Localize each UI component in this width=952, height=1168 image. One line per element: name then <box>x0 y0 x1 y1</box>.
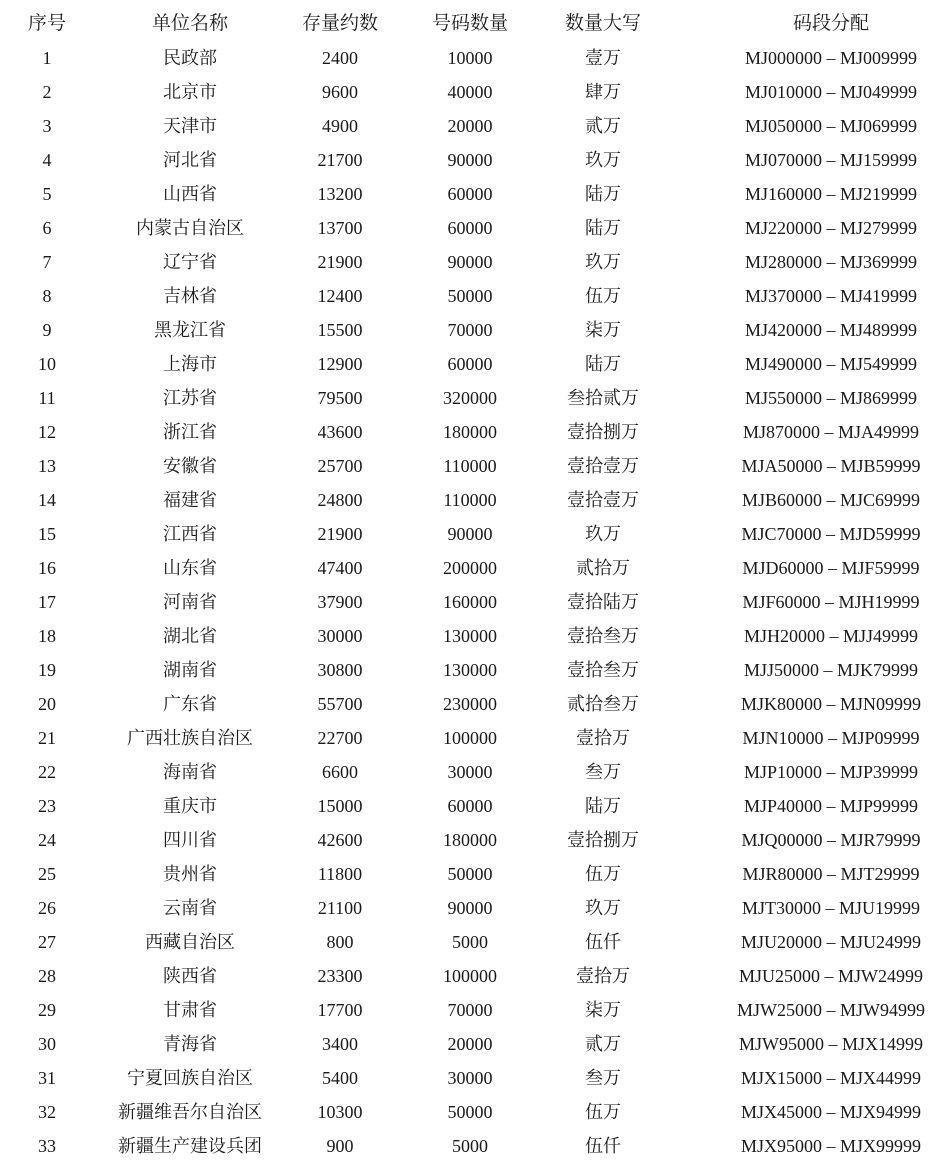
quantity-uppercase-cell: 壹拾壹万 <box>567 456 639 476</box>
stock-estimate-cell: 21700 <box>317 150 363 170</box>
code-range-cell: MJA50000 – MJB59999 <box>741 456 921 476</box>
table-row <box>0 347 952 381</box>
number-quantity-cell: 70000 <box>447 1000 493 1020</box>
index-cell: 17 <box>38 592 56 612</box>
stock-estimate-cell: 79500 <box>317 388 363 408</box>
table-row <box>0 41 952 75</box>
code-range-cell: MJ370000 – MJ419999 <box>744 286 918 306</box>
index-cell: 19 <box>38 660 56 680</box>
unit-name-cell: 广西壮族自治区 <box>127 728 253 748</box>
quantity-uppercase-cell: 叁万 <box>585 762 621 782</box>
quantity-uppercase-cell: 叁拾贰万 <box>567 388 639 408</box>
unit-name-cell: 天津市 <box>163 116 217 136</box>
unit-name-cell: 民政部 <box>163 48 217 68</box>
code-range-cell: MJR80000 – MJT29999 <box>742 864 920 884</box>
code-range-cell: MJW25000 – MJW94999 <box>737 1000 925 1020</box>
table-row <box>0 857 952 891</box>
quantity-uppercase-cell: 伍万 <box>585 286 621 306</box>
stock-estimate-cell: 37900 <box>317 592 363 612</box>
code-range-cell: MJK80000 – MJN09999 <box>740 694 922 714</box>
table-row <box>0 1061 952 1095</box>
quantity-uppercase-cell: 柒万 <box>585 1000 621 1020</box>
unit-name-cell: 陕西省 <box>163 966 217 986</box>
index-cell: 32 <box>38 1102 56 1122</box>
unit-name-cell: 黑龙江省 <box>154 320 226 340</box>
index-cell: 24 <box>38 830 56 850</box>
header-index: 序号 <box>27 13 66 34</box>
code-range-cell: MJ010000 – MJ049999 <box>744 82 918 102</box>
number-quantity-cell: 40000 <box>447 82 493 102</box>
code-range-cell: MJX15000 – MJX44999 <box>740 1068 922 1088</box>
code-range-cell: MJB60000 – MJC69999 <box>741 490 921 510</box>
table-row <box>0 517 952 551</box>
quantity-uppercase-cell: 叁万 <box>585 1068 621 1088</box>
table-row <box>0 279 952 313</box>
table-row <box>0 993 952 1027</box>
unit-name-cell: 云南省 <box>163 898 217 918</box>
table-row <box>0 143 952 177</box>
quantity-uppercase-cell: 壹拾壹万 <box>567 490 639 510</box>
code-range-cell: MJU20000 – MJU24999 <box>740 932 922 952</box>
code-range-cell: MJN10000 – MJP09999 <box>742 728 920 748</box>
stock-estimate-cell: 21900 <box>317 252 363 272</box>
code-range-cell: MJ220000 – MJ279999 <box>744 218 918 238</box>
code-range-cell: MJQ00000 – MJR79999 <box>741 830 921 850</box>
stock-estimate-cell: 30800 <box>317 660 363 680</box>
table-row <box>0 449 952 483</box>
quantity-uppercase-cell: 贰万 <box>585 116 621 136</box>
stock-estimate-cell: 43600 <box>317 422 363 442</box>
index-cell: 9 <box>42 320 52 340</box>
stock-estimate-cell: 11800 <box>317 864 363 884</box>
table-row <box>0 687 952 721</box>
unit-name-cell: 重庆市 <box>163 796 217 816</box>
stock-estimate-cell: 23300 <box>317 966 363 986</box>
table-row <box>0 891 952 925</box>
code-range-cell: MJ420000 – MJ489999 <box>744 320 918 340</box>
number-quantity-cell: 320000 <box>443 388 497 408</box>
unit-name-cell: 宁夏回族自治区 <box>127 1068 253 1088</box>
table-row <box>0 585 952 619</box>
number-quantity-cell: 30000 <box>447 1068 493 1088</box>
number-quantity-cell: 5000 <box>452 932 488 952</box>
unit-name-cell: 河南省 <box>163 592 217 612</box>
stock-estimate-cell: 42600 <box>317 830 363 850</box>
number-quantity-cell: 10000 <box>447 48 493 68</box>
code-range-cell: MJ550000 – MJ869999 <box>744 388 918 408</box>
stock-estimate-cell: 21100 <box>317 898 363 918</box>
table-row <box>0 313 952 347</box>
unit-name-cell: 广东省 <box>163 694 217 714</box>
table-row <box>0 925 952 959</box>
index-cell: 30 <box>38 1034 56 1054</box>
quantity-uppercase-cell: 陆万 <box>585 354 621 374</box>
index-cell: 1 <box>42 48 52 68</box>
number-quantity-cell: 180000 <box>443 830 497 850</box>
unit-name-cell: 新疆生产建设兵团 <box>118 1136 262 1156</box>
quantity-uppercase-cell: 陆万 <box>585 184 621 204</box>
stock-estimate-cell: 47400 <box>317 558 363 578</box>
code-range-cell: MJP40000 – MJP99999 <box>743 796 919 816</box>
table-row <box>0 109 952 143</box>
index-cell: 12 <box>38 422 56 442</box>
quantity-uppercase-cell: 玖万 <box>585 524 621 544</box>
index-cell: 13 <box>38 456 56 476</box>
quantity-uppercase-cell: 玖万 <box>585 150 621 170</box>
number-quantity-cell: 180000 <box>443 422 497 442</box>
code-range-cell: MJ160000 – MJ219999 <box>744 184 918 204</box>
unit-name-cell: 西藏自治区 <box>145 932 235 952</box>
number-quantity-cell: 100000 <box>443 728 497 748</box>
quantity-uppercase-cell: 贰万 <box>585 1034 621 1054</box>
number-quantity-cell: 5000 <box>452 1136 488 1156</box>
code-range-cell: MJD60000 – MJF59999 <box>742 558 920 578</box>
index-cell: 33 <box>38 1136 56 1156</box>
stock-estimate-cell: 5400 <box>322 1068 358 1088</box>
unit-name-cell: 湖南省 <box>163 660 217 680</box>
table-row <box>0 483 952 517</box>
quantity-uppercase-cell: 壹拾捌万 <box>567 830 639 850</box>
code-range-cell: MJC70000 – MJD59999 <box>741 524 921 544</box>
quantity-uppercase-cell: 壹拾陆万 <box>567 592 639 612</box>
stock-estimate-cell: 12400 <box>317 286 363 306</box>
quantity-uppercase-cell: 壹拾叁万 <box>567 660 639 680</box>
header-quantity-uppercase: 数量大写 <box>564 13 641 34</box>
index-cell: 8 <box>42 286 52 306</box>
stock-estimate-cell: 22700 <box>317 728 363 748</box>
table-row <box>0 1027 952 1061</box>
index-cell: 31 <box>38 1068 56 1088</box>
code-range-cell: MJX45000 – MJX94999 <box>740 1102 922 1122</box>
index-cell: 18 <box>38 626 56 646</box>
stock-estimate-cell: 4900 <box>322 116 358 136</box>
code-range-cell: MJ280000 – MJ369999 <box>744 252 918 272</box>
number-quantity-cell: 230000 <box>443 694 497 714</box>
table-row <box>0 755 952 789</box>
unit-name-cell: 河北省 <box>163 150 217 170</box>
table-row <box>0 653 952 687</box>
number-quantity-cell: 50000 <box>447 1102 493 1122</box>
header-unit-name: 单位名称 <box>151 13 228 34</box>
number-quantity-cell: 130000 <box>443 660 497 680</box>
number-quantity-cell: 60000 <box>447 218 493 238</box>
header-stock-estimate: 存量约数 <box>301 13 378 34</box>
unit-name-cell: 四川省 <box>163 830 217 850</box>
quantity-uppercase-cell: 陆万 <box>585 218 621 238</box>
table-row <box>0 823 952 857</box>
table-row <box>0 619 952 653</box>
stock-estimate-cell: 30000 <box>317 626 363 646</box>
code-range-cell: MJ490000 – MJ549999 <box>744 354 918 374</box>
stock-estimate-cell: 3400 <box>322 1034 358 1054</box>
index-cell: 22 <box>38 762 56 782</box>
stock-estimate-cell: 9600 <box>322 82 358 102</box>
table-row <box>0 177 952 211</box>
code-range-cell: MJT30000 – MJU19999 <box>741 898 920 918</box>
table-row <box>0 721 952 755</box>
unit-name-cell: 海南省 <box>163 762 217 782</box>
unit-name-cell: 安徽省 <box>163 456 217 476</box>
number-quantity-cell: 90000 <box>447 898 493 918</box>
code-range-cell: MJX95000 – MJX99999 <box>740 1136 922 1156</box>
table-body <box>0 41 952 1163</box>
index-cell: 27 <box>38 932 56 952</box>
quantity-uppercase-cell: 贰拾叁万 <box>567 694 639 714</box>
header-number-quantity: 号码数量 <box>431 13 508 34</box>
number-quantity-cell: 90000 <box>447 150 493 170</box>
code-range-cell: MJ050000 – MJ069999 <box>744 116 918 136</box>
index-cell: 23 <box>38 796 56 816</box>
stock-estimate-cell: 15500 <box>317 320 363 340</box>
unit-name-cell: 吉林省 <box>163 286 217 306</box>
quantity-uppercase-cell: 壹拾叁万 <box>567 626 639 646</box>
quantity-uppercase-cell: 伍仟 <box>585 1136 621 1156</box>
table-row <box>0 1129 952 1163</box>
number-quantity-cell: 90000 <box>447 252 493 272</box>
index-cell: 20 <box>38 694 56 714</box>
stock-estimate-cell: 2400 <box>322 48 358 68</box>
number-quantity-cell: 60000 <box>447 796 493 816</box>
number-quantity-cell: 110000 <box>443 490 497 510</box>
allocation-table <box>0 7 952 1163</box>
quantity-uppercase-cell: 伍万 <box>585 864 621 884</box>
table-row <box>0 75 952 109</box>
stock-estimate-cell: 900 <box>326 1136 354 1156</box>
index-cell: 10 <box>38 354 56 374</box>
unit-name-cell: 青海省 <box>163 1034 217 1054</box>
quantity-uppercase-cell: 肆万 <box>585 82 621 102</box>
unit-name-cell: 湖北省 <box>163 626 217 646</box>
stock-estimate-cell: 6600 <box>322 762 358 782</box>
stock-estimate-cell: 24800 <box>317 490 363 510</box>
stock-estimate-cell: 25700 <box>317 456 363 476</box>
unit-name-cell: 辽宁省 <box>163 252 217 272</box>
table-row <box>0 789 952 823</box>
table-row <box>0 551 952 585</box>
index-cell: 4 <box>42 150 52 170</box>
index-cell: 16 <box>38 558 56 578</box>
unit-name-cell: 山西省 <box>163 184 217 204</box>
quantity-uppercase-cell: 壹拾万 <box>576 966 630 986</box>
stock-estimate-cell: 10300 <box>317 1102 363 1122</box>
index-cell: 21 <box>38 728 56 748</box>
stock-estimate-cell: 13200 <box>317 184 363 204</box>
quantity-uppercase-cell: 伍仟 <box>585 932 621 952</box>
code-range-cell: MJP10000 – MJP39999 <box>743 762 919 782</box>
code-range-cell: MJJ50000 – MJK79999 <box>743 660 919 680</box>
number-quantity-cell: 50000 <box>447 286 493 306</box>
number-quantity-cell: 30000 <box>447 762 493 782</box>
quantity-uppercase-cell: 玖万 <box>585 252 621 272</box>
unit-name-cell: 江西省 <box>163 524 217 544</box>
number-quantity-cell: 20000 <box>447 1034 493 1054</box>
unit-name-cell: 贵州省 <box>163 864 217 884</box>
header-code-range: 码段分配 <box>792 13 869 34</box>
number-quantity-cell: 100000 <box>443 966 497 986</box>
unit-name-cell: 北京市 <box>163 82 217 102</box>
number-quantity-cell: 60000 <box>447 184 493 204</box>
unit-name-cell: 上海市 <box>163 354 217 374</box>
quantity-uppercase-cell: 陆万 <box>585 796 621 816</box>
index-cell: 3 <box>42 116 52 136</box>
table-header-row <box>0 7 952 41</box>
quantity-uppercase-cell: 柒万 <box>585 320 621 340</box>
quantity-uppercase-cell: 壹万 <box>585 48 621 68</box>
number-quantity-cell: 90000 <box>447 524 493 544</box>
index-cell: 6 <box>42 218 52 238</box>
index-cell: 29 <box>38 1000 56 1020</box>
table-row <box>0 211 952 245</box>
index-cell: 15 <box>38 524 56 544</box>
code-range-cell: MJ000000 – MJ009999 <box>744 48 918 68</box>
unit-name-cell: 福建省 <box>163 490 217 510</box>
stock-estimate-cell: 55700 <box>317 694 363 714</box>
code-range-cell: MJF60000 – MJH19999 <box>742 592 920 612</box>
unit-name-cell: 江苏省 <box>163 388 217 408</box>
index-cell: 2 <box>42 82 52 102</box>
stock-estimate-cell: 15000 <box>317 796 363 816</box>
unit-name-cell: 新疆维吾尔自治区 <box>118 1102 262 1122</box>
code-range-cell: MJ070000 – MJ159999 <box>744 150 918 170</box>
number-quantity-cell: 20000 <box>447 116 493 136</box>
table-row <box>0 959 952 993</box>
table-row <box>0 245 952 279</box>
number-quantity-cell: 160000 <box>443 592 497 612</box>
quantity-uppercase-cell: 贰拾万 <box>576 558 630 578</box>
unit-name-cell: 山东省 <box>163 558 217 578</box>
stock-estimate-cell: 13700 <box>317 218 363 238</box>
unit-name-cell: 浙江省 <box>163 422 217 442</box>
index-cell: 7 <box>42 252 52 272</box>
stock-estimate-cell: 800 <box>326 932 354 952</box>
index-cell: 11 <box>38 388 56 408</box>
stock-estimate-cell: 17700 <box>317 1000 363 1020</box>
index-cell: 25 <box>38 864 56 884</box>
table-row <box>0 1095 952 1129</box>
table-row <box>0 381 952 415</box>
code-range-cell: MJH20000 – MJJ49999 <box>743 626 919 646</box>
quantity-uppercase-cell: 壹拾捌万 <box>567 422 639 442</box>
quantity-uppercase-cell: 玖万 <box>585 898 621 918</box>
code-range-cell: MJW95000 – MJX14999 <box>738 1034 923 1054</box>
quantity-uppercase-cell: 伍万 <box>585 1102 621 1122</box>
quantity-uppercase-cell: 壹拾万 <box>576 728 630 748</box>
index-cell: 28 <box>38 966 56 986</box>
number-quantity-cell: 200000 <box>443 558 497 578</box>
number-quantity-cell: 130000 <box>443 626 497 646</box>
index-cell: 14 <box>38 490 56 510</box>
table-row <box>0 415 952 449</box>
number-quantity-cell: 70000 <box>447 320 493 340</box>
number-quantity-cell: 50000 <box>447 864 493 884</box>
index-cell: 5 <box>42 184 52 204</box>
number-quantity-cell: 110000 <box>443 456 497 476</box>
stock-estimate-cell: 12900 <box>317 354 363 374</box>
unit-name-cell: 内蒙古自治区 <box>136 218 244 238</box>
code-range-cell: MJ870000 – MJA49999 <box>742 422 920 442</box>
code-range-cell: MJU25000 – MJW24999 <box>738 966 923 986</box>
index-cell: 26 <box>38 898 56 918</box>
unit-name-cell: 甘肃省 <box>163 1000 217 1020</box>
stock-estimate-cell: 21900 <box>317 524 363 544</box>
number-quantity-cell: 60000 <box>447 354 493 374</box>
